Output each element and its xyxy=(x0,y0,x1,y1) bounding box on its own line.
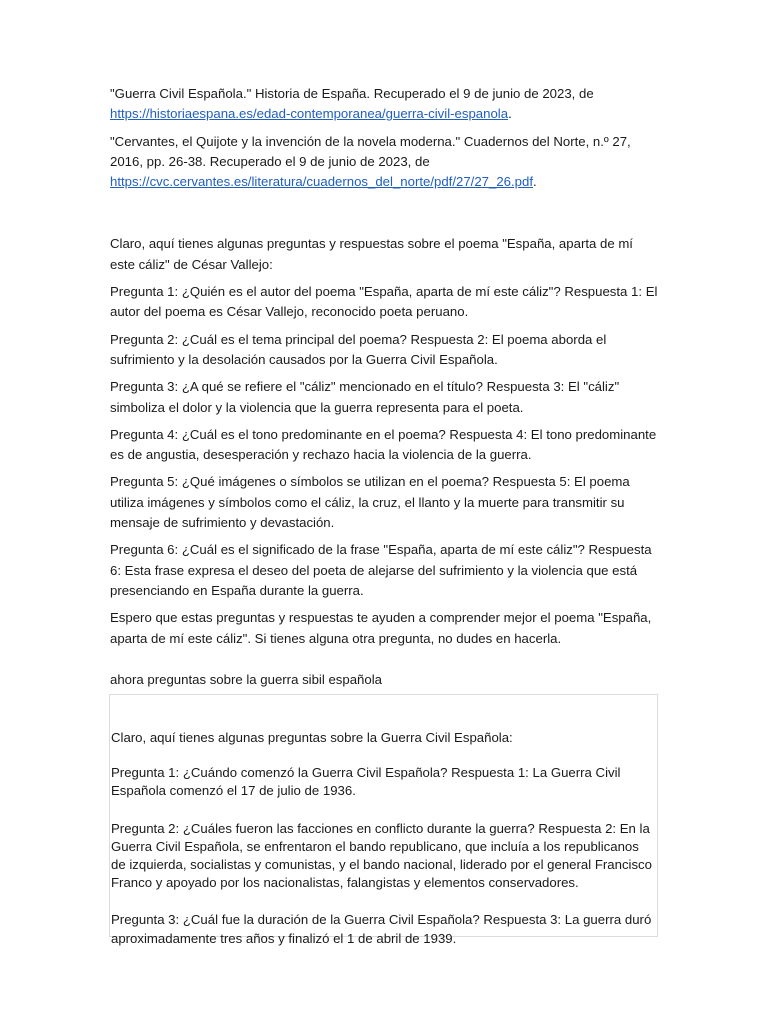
reference-text: "Guerra Civil Española." Historia de España. Recuperado el 9 de junio de 2023, de xyxy=(110,86,594,101)
qa-paragraph: Pregunta 2: ¿Cuáles fueron las facciones en conflicto durante la guerra? Respuesta 2: En la Guerra Civil Española, se enfrentaron el bando republicano, que incluía a los republicanos de izquierda, socialistas y comunistas, y el bando nacional, liderado por el general Francisco Franco y apoyado por los nacionalistas, falangistas y elementos conservadores. xyxy=(111,820,652,891)
qa-paragraph: Pregunta 5: ¿Qué imágenes o símbolos se utilizan en el poema? Respuesta 5: El poema utiliza imágenes y símbolos como el cáliz, la cruz, el llanto y la muerte para transmitir su mensaje de sufrimiento y devastación. xyxy=(110,474,630,531)
reference-text: "Cervantes, el Quijote y la invención de la novela moderna." Cuadernos del Norte, n.º 27, 2016, pp. 26-38. Recuperado el 9 de junio de 2023, de xyxy=(110,133,631,169)
reference-link[interactable]: https://historiaespana.es/edad-contemporanea/guerra-civil-espanola xyxy=(110,106,509,122)
qa-paragraph: Pregunta 2: ¿Cuál es el tema principal del poema? Respuesta 2: El poema aborda el sufrimiento y la desolación causados por la Guerra Civil Española. xyxy=(110,331,607,367)
spacer xyxy=(110,199,658,234)
poem-intro: Claro, aquí tienes algunas preguntas y respuestas sobre el poema "España, aparta de mí este cáliz" de César Vallejo: xyxy=(110,236,633,272)
civil-war-intro: Claro, aquí tienes algunas preguntas sobre la Guerra Civil Española: xyxy=(111,730,513,745)
civil-war-answer-box xyxy=(109,694,658,946)
qa-paragraph: Pregunta 3: ¿Cuál fue la duración de la Guerra Civil Española? Respuesta 3: La guerra duró aproximadamente tres años y finalizó el 1 de abril de 1939. xyxy=(111,912,652,946)
reference-suffix: . xyxy=(508,106,512,122)
qa-paragraph: Pregunta 4: ¿Cuál es el tono predominante en el poema? Respuesta 4: El tono predominante es de angustia, desesperación y rechazo hacia la violencia de la guerra. xyxy=(110,426,657,463)
reference-suffix: . xyxy=(533,174,537,190)
followup-prompt: ahora preguntas sobre la guerra sibil española xyxy=(110,672,382,687)
qa-paragraph: Pregunta 3: ¿A qué se refiere el "cáliz" mencionado en el título? Respuesta 3: El "cáliz" simboliza el dolor y la violencia que la guerra representa para el poeta. xyxy=(110,379,620,415)
reference-entry xyxy=(110,132,658,193)
poem-closing: Espero que estas preguntas y respuestas te ayuden a comprender mejor el poema "España, aparta de mí este cáliz". Si tienes alguna otra pregunta, no dudes en hacerla. xyxy=(110,610,652,646)
reference-entry xyxy=(110,84,658,125)
reference-link[interactable]: https://cvc.cervantes.es/literatura/cuadernos_del_norte/pdf/27/27_26.pdf xyxy=(110,174,533,190)
qa-paragraph: Pregunta 6: ¿Cuál es el significado de la frase "España, aparta de mí este cáliz"? Respuesta 6: Esta frase expresa el deseo del poeta de alejarse del sufrimiento y la violencia que está presenciando en España durante la guerra. xyxy=(110,542,652,598)
qa-paragraph: Pregunta 1: ¿Quién es el autor del poema "España, aparta de mí este cáliz"? Respuesta 1: El autor del poema es César Vallejo, reconocido poeta peruano. xyxy=(110,284,658,320)
qa-paragraph: Pregunta 1: ¿Cuándo comenzó la Guerra Civil Española? Respuesta 1: La Guerra Civil Española comenzó el 17 de julio de 1936. xyxy=(111,765,621,799)
document-body xyxy=(110,84,658,656)
